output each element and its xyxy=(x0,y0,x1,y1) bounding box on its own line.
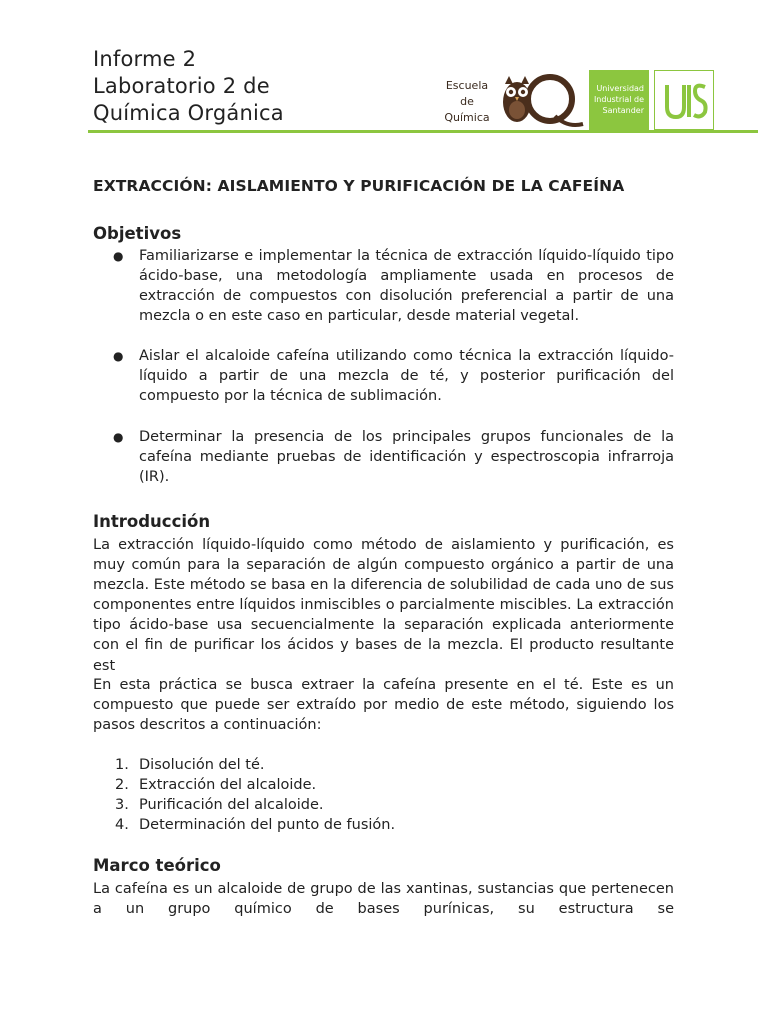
list-item xyxy=(93,427,674,489)
section-heading-marco-teorico: Marco teórico xyxy=(93,856,221,875)
objective-text: Familiarizarse e implementar la técnica de extracción líquido-líquido tipo ácido-base, una metodología ampliamente usada en procesos de extracción de compuestos con disolución preferencial a partir de una mezcla o en este caso en particular, desde material vegetal. xyxy=(139,248,674,325)
bullet-icon: ● xyxy=(113,349,124,363)
list-item: 4. Determinación del punto de fusión. xyxy=(115,817,396,834)
bullet-icon: ● xyxy=(113,249,124,263)
header-divider xyxy=(88,130,758,133)
section-heading-objetivos: Objetivos xyxy=(93,224,182,243)
main-title: EXTRACCIÓN: AISLAMIENTO Y PURIFICACIÓN DE LA CAFEÍNA xyxy=(93,177,625,195)
procedure-steps-list xyxy=(93,755,674,835)
objective-text: Determinar la presencia de los principales grupos funcionales de la cafeína mediante pruebas de identificación y espectroscopia infrarroja (IR). xyxy=(139,429,674,486)
list-item xyxy=(93,346,674,408)
list-item xyxy=(93,246,674,328)
list-item: 1. Disolución del té. xyxy=(115,757,265,773)
uis-logo-icon xyxy=(654,70,714,130)
escuela-de-quimica-logo-text: Escuela de Química xyxy=(444,79,490,124)
report-title-line: Informe 2 xyxy=(93,47,197,71)
uis-logo-mark xyxy=(655,71,713,129)
objective-text: Aislar el alcaloide cafeína utilizando como técnica la extracción líquido-líquido a partir de una mezcla de té, y posterior purificación del compuesto por la técnica de sublimación. xyxy=(139,348,674,405)
report-title-line: Química Orgánica xyxy=(93,101,284,125)
intro-paragraph: La extracción líquido-líquido como método de aislamiento y purificación, es muy común para la separación de algún compuesto orgánico a partir de una mezcla. Este método se basa en la diferencia de solubilidad de cada uno de sus componentes entre líquidos inmiscibles o parcialmente miscibles. La extracción tipo ácido-base usa secuencialmente la separación explicada anteriormente con el fin de purificar los ácidos y bases de la mezcla. El producto resultante est xyxy=(93,537,674,674)
report-title xyxy=(93,46,284,127)
owl-q-logo-icon xyxy=(495,72,585,130)
list-item: 3. Purificación del alcaloide. xyxy=(115,797,324,814)
list-item: 2. Extracción del alcaloide. xyxy=(115,777,317,794)
marco-teorico-paragraph: La cafeína es un alcaloide de grupo de las xantinas, sustancias que pertenecen a un grupo químico de bases purínicas, su estructura se xyxy=(93,881,674,918)
report-title-line: Laboratorio 2 de xyxy=(93,74,270,98)
section-heading-introduccion: Introducción xyxy=(93,512,211,531)
intro-paragraph: En esta práctica se busca extraer la cafeína presente en el té. Este es un compuesto que puede ser extraído por medio de este método, siguiendo los pasos descritos a continuación: xyxy=(93,677,674,734)
bullet-icon: ● xyxy=(113,430,124,444)
universidad-logo-box: Universidad Industrial de Santander xyxy=(589,70,649,130)
